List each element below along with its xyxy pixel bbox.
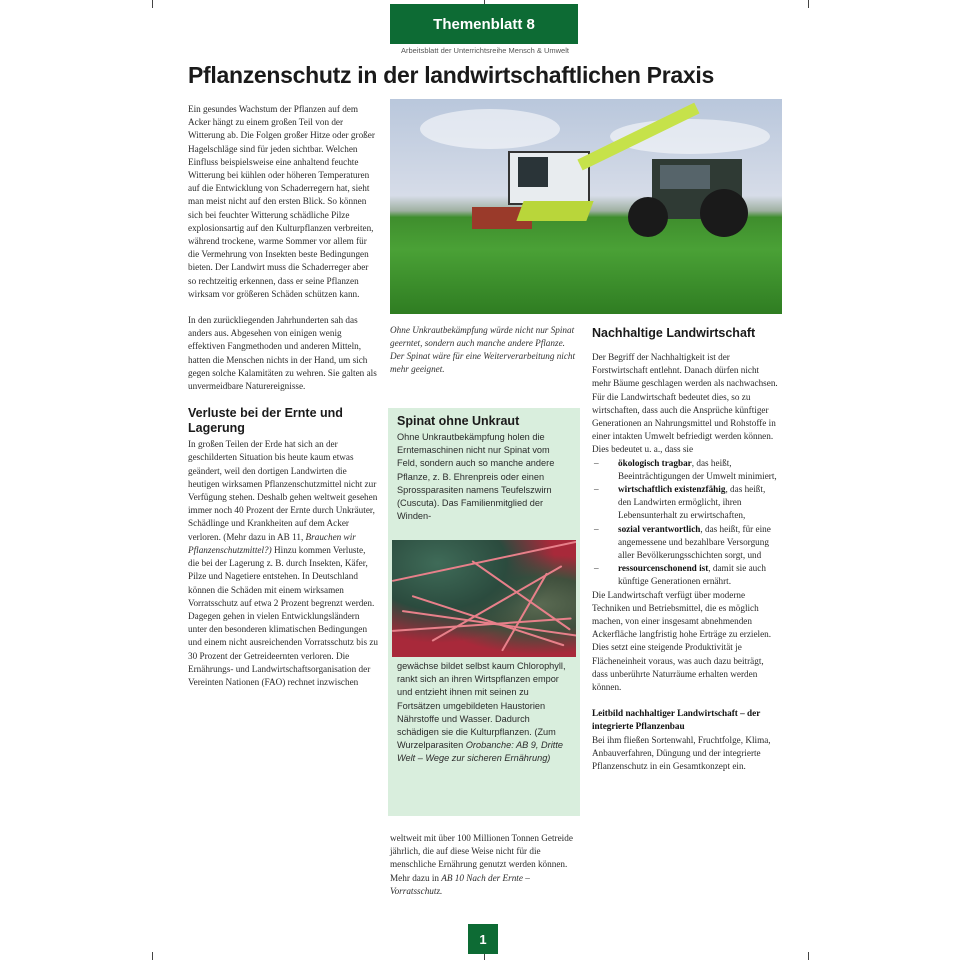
- photo-caption: Ohne Unkrautbekämpfung würde nicht nur Spinat geerntet, sondern auch manche andere Pflanze. Der Spinat wäre für eine Weiterverarbeitung nicht mehr geeignet.: [390, 325, 576, 374]
- list-item: [592, 562, 780, 588]
- criterion-term: sozial verantwortlich: [618, 523, 701, 534]
- crop-mark: [808, 0, 809, 8]
- info-box-text-top: Ohne Unkrautbekämpfung holen die Erntemaschinen nicht nur Spinat vom Feld, sondern auch so manche andere Pflanze, z. B. Ehrenpreis oder einen Sprossparasiten namens Teufelszwirn (Cuscuta). Das Familienmitglied der Winden-: [397, 432, 555, 522]
- criterion-term: ökologisch tragbar: [618, 457, 692, 468]
- worksheet-badge: [390, 4, 578, 44]
- reference-link-vorratsschutz: AB 10 Nach der Ernte – Vorratsschutz.: [390, 872, 530, 896]
- criterion-text: , das heißt, den Landwirten ermöglicht, ihren Lebensunterhalt zu erwirtschaften,: [618, 484, 766, 521]
- history-paragraph: In den zurückliegenden Jahrhunderten sah das anders aus. Abgesehen von einigen wenig effektiven Fangmethoden und anderen Mitteln, hatten die Menschen nichts in der Hand, um sich gegen solche Kalamitäten zu wehren. Sie galten als unvermeidbare Naturereignisse.: [188, 315, 377, 392]
- losses-paragraph: [188, 438, 378, 689]
- worksheet-subtitle: Arbeitsblatt der Unterrichtsreihe Mensch & Umwelt: [401, 46, 569, 55]
- list-item: [592, 523, 780, 563]
- integrated-paragraph: Bei ihm fließen Sortenwahl, Fruchtfolge, Klima, Anbauverfahren, Düngung und der integrierte Pflanzenschutz in ein Gesamtkonzept ein.: [592, 734, 771, 772]
- list-item: [592, 457, 780, 483]
- section-heading-sustainable: Nachhaltige Landwirtschaft: [592, 326, 756, 340]
- info-box-text: gewächse bildet selbst kaum Chlorophyll, rankt sich an ihren Wirtspflanzen empor und entzieht ihnen mit seinen zu Fortsätzen umgebildeten Haustorien Nährstoffe und Wasser. Dadurch schädigen sie die Kulturpflanzen. (Zum Wurzelparasiten: [397, 661, 566, 751]
- sustainable-intro: Der Begriff der Nachhaltigkeit ist der Forstwirtschaft entlehnt. Danach dürfen nicht mehr Bäume geschlagen werden als nachwachsen. Für die Landwirtschaft bedeutet dies, so zu wirtschaften, dass auch die Ansprüche künftiger Generationen an Nahrungsmittel und Rohstoffe in einer intakten Umwelt befriedigt werden können. Dies bedeutet u. a., dass sie: [592, 352, 778, 455]
- losses-text: In großen Teilen der Erde hat sich an der geschilderten Situation bis heute kaum etwas geändert, weil den dortigen Landwirten die heutigen wirksamen Pflanzenschutzmittel nicht zur Verfügung stehen. Deshalb gehen weltweit gesehen immer noch 40 Prozent der Ernte durch Unkräuter, Schädlinge und Krankheiten auf dem Acker verloren. (Mehr dazu in AB 11,: [188, 439, 378, 542]
- list-item: [592, 483, 780, 523]
- criterion-term: ressourcenschonend ist: [618, 563, 709, 574]
- criterion-text: , das heißt, Beeinträchtigungen der Umwelt minimiert,: [618, 457, 777, 481]
- criterion-text: , das heißt, für eine angemessene und bezahlbare Versorgung aller Bevölkerungsschichten sorgt, und: [618, 523, 771, 561]
- dodder-photo: [392, 540, 576, 657]
- middle-bottom-text: [390, 832, 580, 898]
- crop-mark: [152, 0, 153, 8]
- intro-paragraph: Ein gesundes Wachstum der Pflanzen auf dem Acker hängt zu einem großen Teil von der Witterung ab. Die Folgen großer Hitze oder großer Hagelschläge sind für jeden sichtbar. Welchen Einfluss beispielsweise eine anhaltend feuchte Witterung bei kühlen oder höheren Temperaturen auf die Entwicklung von Schaderregern hat, sieht man meist nicht auf den ersten Blick. So können sich bei feuchter Witterung schädliche Pilze explosionsartig auf den Kulturpflanzen verbreiten, während trockene, warme Sommer vor allem für die Vermehrung von Insekten beste Bedingungen bieten. Der Landwirt muss die Schaderreger aber so rechtzeitig erkennen, dass er seine Pflanzen wirksam vor größeren Schäden schützen kann.: [188, 104, 375, 299]
- left-column: [188, 103, 378, 689]
- subheading-integrated: Leitbild nachhaltiger Landwirtschaft – der integrierte Pflanzenbau: [592, 708, 761, 732]
- right-column: [592, 326, 780, 773]
- losses-text-2: Hinzu kommen Verluste, die bei der Lagerung z. B. durch Insekten, Käfer, Pilze und Nagetiere entstehen. In Deutschland können die Schäden mit einem wirksamen Vorratsschutz auf etwa 2 Prozent begrenzt werden. Dagegen gehen in vielen Entwicklungsländern unter den besonderen klimatischen Bedingungen und einem nicht ausreichenden Vorratsschutz bis zu 30 Prozent der Getreideernten verloren. Die Ernährungs- und Landwirtschaftsorganisation der Vereinten Nationen (FAO) rechnet inzwischen: [188, 544, 378, 687]
- crop-mark: [808, 952, 809, 960]
- reference-link-orobanche: Orobanche: AB 9, Dritte Welt – Wege zur sicheren Ernährung): [397, 740, 563, 764]
- worksheet-label: Themenblatt 8: [433, 15, 535, 33]
- sustainability-criteria-list: [592, 457, 780, 589]
- info-box-text-bottom: [397, 660, 573, 766]
- fao-text: weltweit mit über 100 Millionen Tonnen Getreide jährlich, die auf diese Weise nicht für die menschliche Ernährung genutzt werden können. Mehr dazu in: [390, 833, 573, 883]
- harvest-photo: [390, 99, 782, 314]
- page-title: Pflanzenschutz in der landwirtschaftlichen Praxis: [188, 62, 714, 88]
- criterion-term: wirtschaftlich existenzfähig: [618, 484, 726, 495]
- section-heading-losses: Verluste bei der Ernte und Lagerung: [188, 406, 343, 436]
- crop-mark: [152, 952, 153, 960]
- info-box-title: Spinat ohne Unkraut: [397, 414, 520, 428]
- sustainable-paragraph-2: Die Landwirtschaft verfügt über moderne Techniken und Betriebsmittel, die es möglich machen, von einer insgesamt abnehmenden Ackerfläche langfristig hohe Erträge zu erzielen. Dies setzt eine steigende Produktivität je Flächeneinheit voraus, was auch dazu beiträgt, dass unberührte Naturräume erhalten werden können.: [592, 589, 772, 693]
- criterion-text: , damit sie auch künftige Generationen ernährt.: [618, 563, 766, 587]
- page-number: 1: [468, 924, 498, 954]
- reference-link-pflanzenschutzmittel: Brauchen wir Pflanzenschutzmittel?): [188, 531, 356, 555]
